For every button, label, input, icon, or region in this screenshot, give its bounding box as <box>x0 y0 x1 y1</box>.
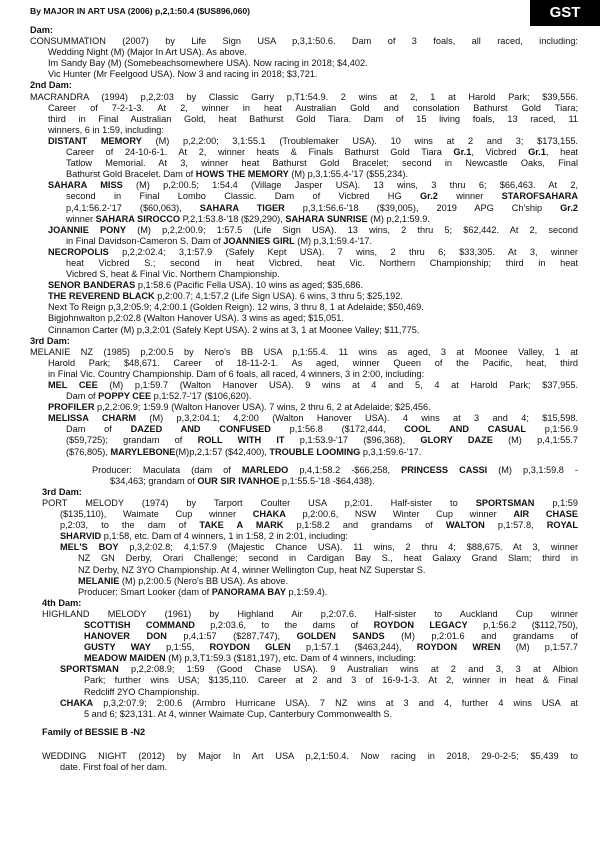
line-text: PORT MELODY (1974) by Tarport Coulter USA p,2:01. Half-sister to <box>42 497 476 508</box>
line-text: Redcliff 2YO Championship. <box>84 686 200 697</box>
horse-name: AIR CHASE <box>513 509 578 520</box>
horse-name: SAHARA MISS <box>48 180 123 191</box>
pedigree-line <box>30 169 578 180</box>
horse-name: THE REVEREND BLACK <box>48 291 155 302</box>
pedigree-line <box>30 325 578 336</box>
line-text: MACRANDRA (1994) p,2,2:03 by Classic Garry p,T1:54.9. 2 wins at 2, 1 at Harold Park; $39,556. <box>30 91 578 102</box>
line-text: p,1:53.9-'17 ($96,368), <box>284 435 421 446</box>
line-text: (M) p,3,2:04.1; 4,2:00 (Walton Hanover USA). 4 wins at 3 and 4; $15,598. <box>136 413 578 424</box>
line-text: (M) p,3,T1:59.3 ($181,197), etc. Dam of 4 winners, including: <box>165 653 416 664</box>
line-text: Tatlow Memorial. At 3, winner heat Bathurst Gold Bracelet; second in Newcastle Oaks, Final <box>66 158 578 169</box>
pedigree-line <box>30 576 578 587</box>
line-text: p,4,1:58.2 -$66,258, <box>288 464 402 475</box>
pedigree-line <box>30 542 578 553</box>
line-text: 3rd Dam: <box>42 486 82 497</box>
horse-name: SPORTSMAN <box>60 664 119 675</box>
line-text: p,1:58, etc. Dam of 4 winners, 1 in 1:58, 2 in 2:01, including: <box>101 531 348 542</box>
line-text: (M) p,3,1:59.4-'17. <box>294 235 373 246</box>
pedigree-content <box>30 25 578 773</box>
line-text: Harold Park; $48,671. Career of 18-11-2-1. As aged, winner Queen of the Pacific, heat, third <box>48 357 578 368</box>
line-text: in Final Vic. Country Championship. Dam of 6 foals, all raced, 4 winners, 3 in 2:00, including: <box>48 368 425 379</box>
horse-name: PROFILER <box>48 402 95 413</box>
pedigree-line <box>30 762 578 773</box>
line-text: (M) p,2,2:00; 3,1:55.1 (Troublemaker USA). 10 wins at 2 and 3; $173,155. <box>141 135 578 146</box>
line-text: heat Vicbred S.; second in heat Vicbred, heat Vic. Northern Championship; third in heat <box>66 257 578 268</box>
line-text: 2nd Dam: <box>30 80 72 91</box>
line-text: p,2:00.7; 4,1:57.2 (Life Sign USA). 6 wins, 3 thru 5; $25,192. <box>154 291 403 302</box>
line-text: Career of 7-2-1-3. At 2, winner in heat Australian Gold and consolation Bathurst Gold Tiara; <box>48 102 578 113</box>
horse-name: CHAKA <box>60 697 94 708</box>
pedigree-line <box>30 247 578 258</box>
horse-name: SAHARA SUNRISE <box>285 213 368 224</box>
line-text: p,1:57.1 ($463,244), <box>290 642 417 653</box>
section-heading <box>30 487 578 498</box>
pedigree-line <box>30 358 578 369</box>
horse-name: OUR SIR IVANHOE <box>197 475 280 486</box>
pedigree-line <box>30 269 578 280</box>
horse-name: DAZED AND CONFUSED <box>130 424 271 435</box>
line-text: (M) p,3,1:55.4-'17 ($55,234). <box>288 169 408 180</box>
line-text: P,2,1:53.8-'18 ($29,290), <box>180 213 286 224</box>
line-text: NZ Derby, NZ 3YO Championship. At 4, winner Wellington Cup, heat NZ Superstar S. <box>78 564 426 575</box>
horse-name: ROYDON LEGACY <box>373 619 468 630</box>
pedigree-line <box>30 258 578 269</box>
pedigree-line <box>30 531 578 542</box>
pedigree-line <box>30 225 578 236</box>
pedigree-line <box>30 402 578 413</box>
pedigree-line <box>30 609 578 620</box>
line-text: 4th Dam: <box>42 597 82 608</box>
pedigree-line <box>30 313 578 324</box>
pedigree-line <box>30 476 578 487</box>
pedigree-line <box>30 631 578 642</box>
line-text: p,1:58.6 (Pacific Fella USA). 10 wins as aged; $35,686. <box>135 280 364 291</box>
sire-header: By MAJOR IN ART USA (2006) p,2,1:50.4 ($US896,060) <box>30 6 251 16</box>
pedigree-line <box>30 147 578 158</box>
line-text: p,1:56.9 <box>526 424 578 435</box>
horse-name: Gr.1 <box>453 147 472 158</box>
line-text: (M) p,4,1:55.7 <box>492 435 578 446</box>
horse-name: MEL CEE <box>48 380 98 390</box>
pedigree-line <box>30 103 578 114</box>
line-text: second in Final Lombo Classic. Dam of Vicbred HG <box>66 191 420 202</box>
line-text: Bathurst Gold Bracelet. Dam of <box>66 169 196 180</box>
line-text: (M) p,2,2:00.9; 1:57.5 (Life Sign USA). 13 wins, 2 thru 5; $62,442. At 2, second <box>126 224 578 235</box>
horse-name: TROUBLE LOOMING <box>269 446 361 457</box>
pedigree-line <box>30 687 578 698</box>
pedigree-line <box>30 642 578 653</box>
pedigree-line <box>30 653 578 664</box>
line-text: p,2:00.6, NSW Winter Cup winner <box>285 509 514 520</box>
horse-name: HOWS THE MEMORY <box>195 169 289 180</box>
line-text: ($135,110), Waimate Cup winner <box>60 509 253 520</box>
pedigree-line <box>30 236 578 247</box>
horse-name: JOANNIE PONY <box>48 224 127 235</box>
pedigree-line <box>30 391 578 402</box>
line-text: date. First foal of her dam. <box>60 762 168 772</box>
line-text: (M)p,2,1:57 ($42,400), <box>175 446 270 457</box>
pedigree-line <box>30 620 578 631</box>
line-text: p,3,2:07.9; 2:00.6 (Armbro Hurricane USA). 7 NZ wins at 3 and 4, further 4 wins USA at <box>93 697 578 708</box>
pedigree-line <box>30 92 578 103</box>
pedigree-line <box>30 136 578 147</box>
line-text: winner <box>437 191 502 202</box>
line-text: p,1:55.5-'18 -$64,438). <box>279 475 375 486</box>
horse-name: ROLL WITH IT <box>197 435 285 446</box>
line-text: (M) p,1:57.7 <box>500 642 578 653</box>
section-heading <box>30 727 578 738</box>
line-text: p,1:56.8 ($172,444, <box>270 424 405 435</box>
pedigree-line <box>30 553 578 564</box>
pedigree-line <box>30 509 578 520</box>
line-text: p,1:55, <box>150 642 210 653</box>
line-text: Producer: Maculata (dam of <box>92 464 242 475</box>
line-text: 5 and 6; $23,131. At 4, winner Waimate Cup, Canterbury Commonwealth S. <box>84 708 393 719</box>
line-text: p,1:56.2 ($112,750), <box>467 619 578 630</box>
horse-name: ROYDON WREN <box>416 642 501 653</box>
pedigree-line <box>30 709 578 720</box>
line-text: p,1:59 <box>534 497 578 508</box>
pedigree-line <box>30 158 578 169</box>
line-text: (M) p,1:59.7 (Walton Hanover USA). 9 wins at 4 and 5, 4 at Harold Park; $37,955. <box>97 380 578 390</box>
line-text: MELANIE NZ (1985) p,2:00.5 by Nero's BB USA p,1:55.4. 11 wins as aged, 3 at Moonee Valley, 1 at <box>30 346 578 357</box>
line-text: Next To Reign p,3,2:05.9; 4,2:00.1 (Golden Reign). 12 wins, 3 thru 8, 1 at Adelaide; $50,469. <box>48 302 424 313</box>
line-text: CONSUMMATION (2007) by Life Sign USA p,3,1:50.6. Dam of 3 foals, all raced, including: <box>30 36 578 47</box>
pedigree-line <box>30 203 578 214</box>
pedigree-line <box>30 520 578 531</box>
line-text: p,1:52.7-'17 ($106,620). <box>151 391 252 402</box>
horse-name: Gr.2 <box>560 202 578 213</box>
horse-name: SAHARA TIGER <box>199 202 285 213</box>
horse-name: GUSTY WAY <box>84 642 151 653</box>
pedigree-line <box>30 435 578 446</box>
horse-name: SENOR BANDERAS <box>48 280 136 291</box>
pedigree-line <box>30 698 578 709</box>
horse-name: PRINCESS CASSI <box>401 464 488 475</box>
horse-name: TAKE A MARK <box>199 520 284 531</box>
horse-name: GOLDEN SANDS <box>296 631 385 642</box>
horse-name: DISTANT MEMORY <box>48 135 142 146</box>
pedigree-line <box>30 380 578 391</box>
horse-name: SHARVID <box>60 531 102 542</box>
horse-name: GLORY DAZE <box>420 435 493 446</box>
pedigree-line <box>30 447 578 458</box>
line-text: (M) p,2:00.5 (Nero's BB USA). As above. <box>119 575 289 586</box>
pedigree-line <box>30 347 578 358</box>
horse-name: MELANIE <box>78 575 120 586</box>
line-text: , Vicbred <box>471 147 529 158</box>
horse-name: HANOVER DON <box>84 631 167 642</box>
horse-name: SPORTSMAN <box>475 497 535 508</box>
line-text: , heat <box>545 147 578 158</box>
horse-name: ROYDON GLEN <box>209 642 291 653</box>
pedigree-line <box>30 675 578 686</box>
line-text: in Final Davidson-Cameron S. Dam of <box>66 235 224 246</box>
horse-name: MELISSA CHARM <box>48 413 137 424</box>
pedigree-line <box>30 664 578 675</box>
horse-name: Gr.2 <box>419 191 438 202</box>
pedigree-line <box>30 280 578 291</box>
line-text: NZ GN Derby, Orari Challenge; second in Cardigan Bay S., heat Galaxy Grand Slam; third in <box>78 553 578 564</box>
pedigree-line <box>30 413 578 424</box>
line-text: winner <box>66 213 96 224</box>
horse-name: SAHARA SIROCCO <box>95 213 181 224</box>
line-text: p,3,2:02.8; 4,1:57.9 (Majestic Chance USA). 11 wins, 2 thru 4; $88,675. At 3, winner <box>118 542 578 553</box>
horse-name: POPPY CEE <box>98 391 152 402</box>
pedigree-line <box>30 36 578 47</box>
line-text: p,2:03.6, to the dams of <box>194 619 374 630</box>
line-text: (M) p,3,1:59.8 - <box>487 464 578 475</box>
section-heading <box>30 336 578 347</box>
line-text: Vicbred S, heat & Final Vic. Northern Championship. <box>66 269 280 280</box>
horse-name: MEL'S BOY <box>60 542 119 553</box>
line-text: p,2,2:02.4; 3,1:57.9 (Safely Kept USA). 7 wins, 2 thru 6; $33,305. At 3, winner <box>108 246 578 257</box>
line-text: (M) p,2:00.5; 1:54.4 (Village Jasper USA). 13 wins, 3 thru 6; $66,463. At 2, <box>122 180 578 191</box>
pedigree-line <box>30 465 578 476</box>
line-text: p,1:57.8, <box>484 520 547 531</box>
pedigree-line <box>30 47 578 58</box>
section-heading <box>30 598 578 609</box>
line-text: Wedding Night (M) (Major In Art USA). As above. <box>48 47 247 58</box>
line-text: (M) p,2:01.6 and grandams of <box>384 631 578 642</box>
line-text: ($59,725); grandam of <box>66 435 198 446</box>
pedigree-line <box>30 125 578 136</box>
pedigree-line <box>30 180 578 191</box>
pedigree-line <box>30 498 578 509</box>
line-text: p,1:59.4). <box>285 586 328 597</box>
line-text: Dam of <box>66 391 99 402</box>
line-text: p,2,2:06.9; 1:59.9 (Walton Hanover USA). 7 wins, 2 thru 6, 2 at Adelaide; $25,456. <box>94 402 431 413</box>
line-text: Dam of <box>66 424 131 435</box>
horse-name: Gr.1 <box>528 147 546 158</box>
pedigree-line <box>30 587 578 598</box>
line-text: p,3,1:56.6-'18 ($39,005), 2019 APG Ch'ship <box>284 202 561 213</box>
line-text: HIGHLAND MELODY (1961) by Highland Air p,2:07.6. Half-sister to Auckland Cup winner <box>42 608 578 619</box>
horse-name: JOANNIES GIRL <box>223 235 295 246</box>
line-text: Park; further wins USA; $135,110. Career at 2 and 3 of 16-9-1-3. At 2, winner in heat & Final <box>84 675 578 686</box>
line-text: Bigjohnwalton p,2:02.8 (Walton Hanover USA). 3 wins as aged; $15,051. <box>48 313 344 324</box>
line-text: WEDDING NIGHT (2012) by Major In Art USA p,2,1:50.4. Now racing in 2018, 29-0-2-5; $5,439 to <box>42 750 578 761</box>
line-text: winners, 6 in 1:59, including: <box>48 124 164 135</box>
section-heading <box>30 25 578 36</box>
line-text: p,4,1:56.2-'17 ($60,063), <box>66 202 200 213</box>
line-text: Cinnamon Carter (M) p,3,2:01 (Safely Kept USA). 2 wins at 3, 1 at Moonee Valley; $11,775. <box>48 324 420 335</box>
line-text: Family of BESSIE B -N2 <box>42 726 146 737</box>
pedigree-line <box>30 58 578 69</box>
pedigree-line <box>30 214 578 225</box>
pedigree-line <box>30 751 578 762</box>
pedigree-line <box>30 369 578 380</box>
pedigree-line <box>30 424 578 435</box>
line-text: third in Final Australian Gold, heat Bathurst Gold Tiara. Dam of 15 living foals, 13 raced, 11 <box>48 113 578 124</box>
line-text: Career of 24-10-6-1. At 2, winner heats & Finals Bathurst Gold Tiara <box>66 147 454 158</box>
line-text: p,3,1:59.6-'17. <box>360 446 422 457</box>
pedigree-line <box>30 565 578 576</box>
pedigree-line <box>30 291 578 302</box>
gst-badge: GST <box>530 0 600 26</box>
horse-name: WALTON <box>445 520 485 531</box>
line-text: $34,463; grandam of <box>110 475 198 486</box>
line-text: Dam: <box>30 25 53 35</box>
line-text: p,2,2:08.9; 1:59 (Good Chase USA). 9 Australian wins at 2 and 3, 3 at Albion <box>118 664 578 675</box>
pedigree-line <box>30 69 578 80</box>
line-text: (M) p,2,1:59.9. <box>367 213 430 224</box>
line-text: p,2:03, to the dam of <box>60 520 200 531</box>
line-text: 3rd Dam: <box>30 335 70 346</box>
pedigree-line <box>30 114 578 125</box>
horse-name: MARYLEBONE <box>110 446 176 457</box>
horse-name: COOL AND CASUAL <box>404 424 527 435</box>
horse-name: MEADOW MAIDEN <box>84 653 166 664</box>
horse-name: CHAKA <box>252 509 286 520</box>
line-text: ($76,805), <box>66 446 111 457</box>
line-text: Im Sandy Bay (M) (Somebeachsomewhere USA). Now racing in 2018; $4,402. <box>48 58 368 69</box>
section-heading <box>30 80 578 91</box>
horse-name: MARLEDO <box>241 464 289 475</box>
line-text: Producer: Smart Looker (dam of <box>78 586 212 597</box>
horse-name: NECROPOLIS <box>48 246 109 257</box>
horse-name: PANORAMA BAY <box>211 586 286 597</box>
horse-name: SCOTTISH COMMAND <box>84 619 195 630</box>
line-text: p,4,1:57 ($287,747), <box>166 631 297 642</box>
pedigree-line <box>30 302 578 313</box>
line-text: Vic Hunter (Mr Feelgood USA). Now 3 and racing in 2018; $3,721. <box>48 69 318 80</box>
line-text: p,1:58.2 and grandams of <box>283 520 446 531</box>
pedigree-line <box>30 191 578 202</box>
horse-name: STAROFSAHARA <box>501 191 578 202</box>
horse-name: ROYAL <box>546 520 578 531</box>
